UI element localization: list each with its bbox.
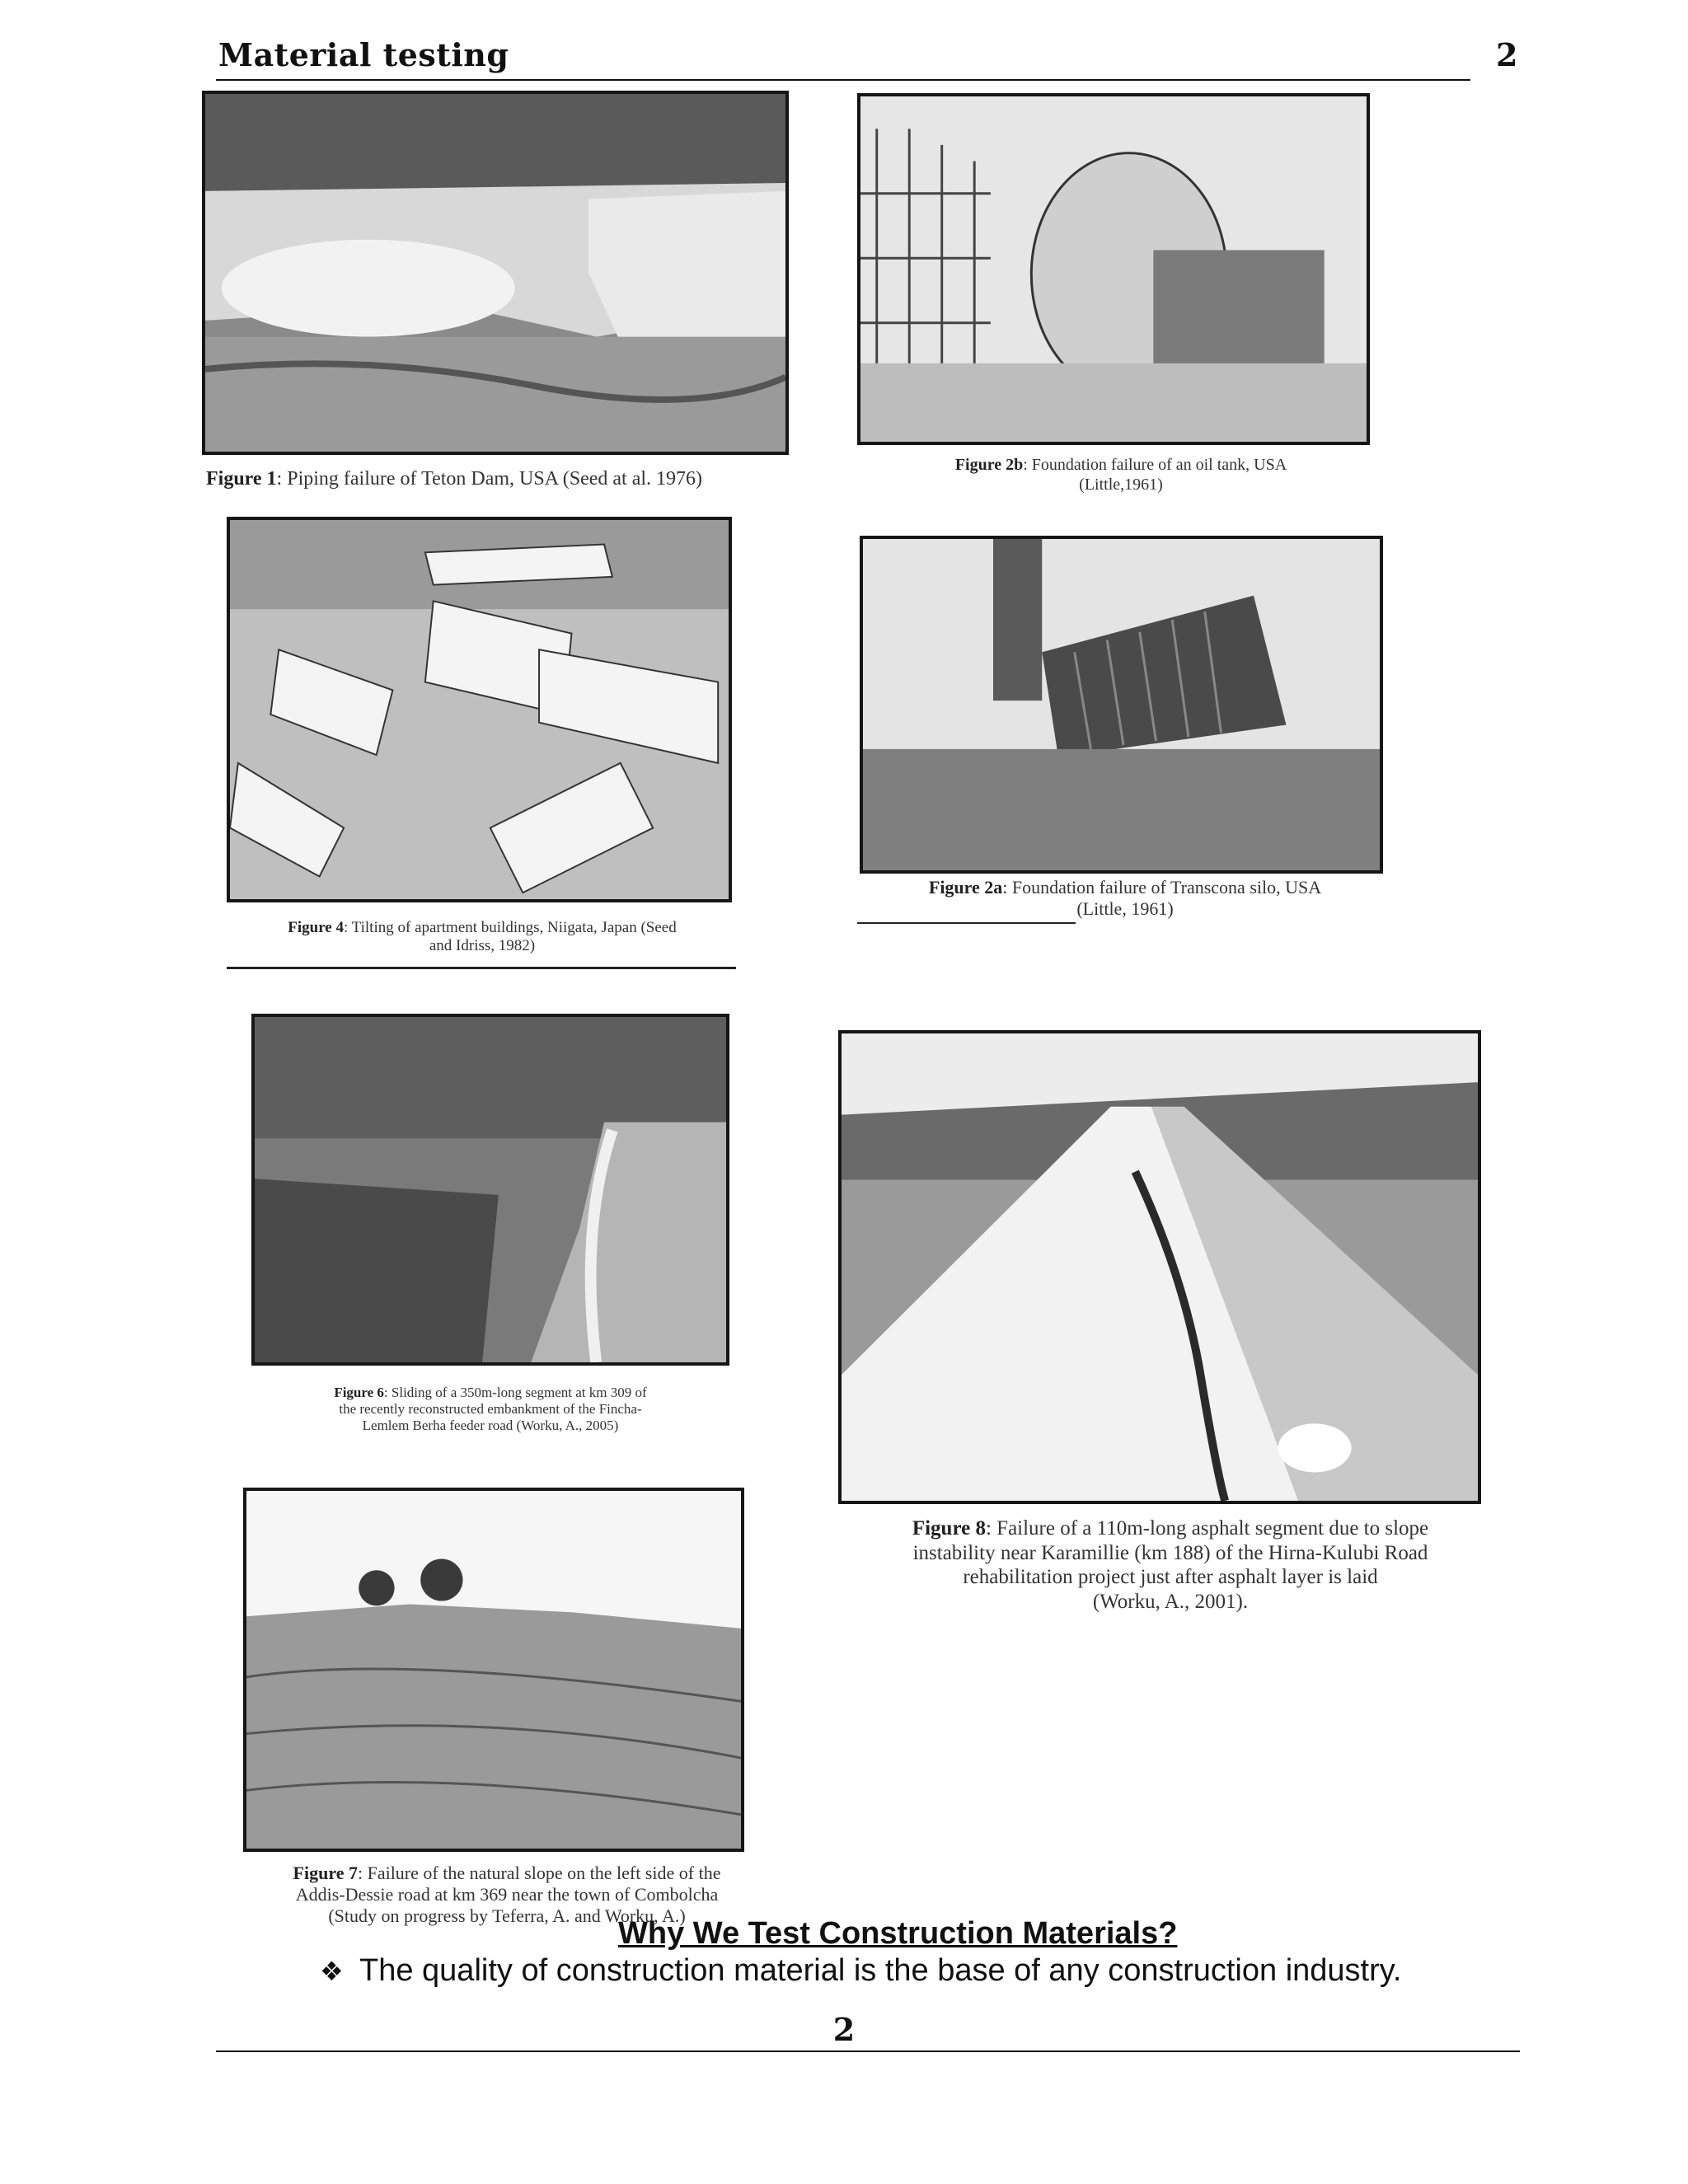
header-rule	[216, 79, 1470, 81]
figure-8-photo	[838, 1030, 1481, 1504]
figure-4-text: : Tilting of apartment buildings, Niigata, Japan (Seed	[344, 919, 677, 936]
figure-1-photo	[202, 91, 789, 455]
figure-2a-photo	[860, 536, 1383, 874]
bullet-text: The quality of construction material is the base of any construction industry.	[359, 1953, 1402, 1988]
figure-4-line2: and Idriss, 1982)	[429, 937, 536, 955]
figure-2b-line2: (Little,1961)	[1079, 475, 1163, 494]
figure-6-line3: Lemlem Berha feeder road (Worku, A., 2005)	[362, 1418, 619, 1434]
figure-6-label: Figure 6	[334, 1385, 384, 1400]
figure-2a-rule	[857, 922, 1076, 924]
figure-2b-label: Figure 2b	[954, 456, 1024, 474]
figure-2b-caption	[874, 456, 1368, 494]
figure-7-line3: (Study on progress by Teferra, A. and Worku, A.)	[328, 1905, 686, 1926]
figure-2b-photo	[857, 93, 1370, 445]
figure-1-label: Figure 1	[206, 468, 277, 490]
footer-page-number: 2	[832, 2011, 856, 2048]
figure-6-caption	[256, 1385, 725, 1434]
section-heading: Why We Test Construction Materials?	[618, 1916, 1178, 1951]
figure-2a-text: : Foundation failure of Transcona silo, USA	[1002, 877, 1322, 898]
header-title: Material testing	[218, 36, 509, 73]
figure-8-line2: instability near Karamillie (km 188) of the Hirna-Kulubi Road	[912, 1541, 1428, 1564]
header-page-number: 2	[1496, 36, 1518, 73]
figure-4-rule	[227, 967, 736, 969]
figure-2a-label: Figure 2a	[928, 877, 1003, 898]
figure-7-photo	[243, 1488, 744, 1852]
figure-4-caption	[223, 919, 742, 956]
figure-8-line4: (Worku, A., 2001).	[1092, 1590, 1249, 1613]
figure-8-line3: rehabilitation project just after asphalt layer is laid	[963, 1566, 1378, 1588]
figure-1-text: : Piping failure of Teton Dam, USA (Seed at al. 1976)	[276, 468, 703, 490]
figure-2a-caption	[865, 877, 1385, 920]
figure-8-caption	[849, 1516, 1492, 1614]
figure-6-line2: the recently reconstructed embankment of the Fincha-	[339, 1401, 642, 1418]
figure-8-label: Figure 8	[912, 1517, 986, 1540]
figure-4-label: Figure 4	[288, 919, 344, 936]
figure-7-line2: Addis-Dessie road at km 369 near the town of Combolcha	[295, 1883, 719, 1905]
figure-7-label: Figure 7	[293, 1863, 358, 1883]
bullet-diamond-icon: ❖	[320, 1957, 344, 1986]
figure-6-text: : Sliding of a 350m-long segment at km 309 of	[383, 1385, 647, 1400]
figure-8-text: : Failure of a 110m-long asphalt segment due to slope	[985, 1517, 1429, 1540]
bullet-item	[320, 1953, 1401, 1989]
figure-1-caption	[206, 467, 799, 490]
figure-7-text: : Failure of the natural slope on the left side of the	[357, 1863, 721, 1883]
figure-2a-line2: (Little, 1961)	[1076, 898, 1174, 919]
figure-6-photo	[251, 1014, 729, 1366]
figure-4-photo	[227, 517, 732, 902]
footer-rule	[216, 2050, 1520, 2052]
figure-2b-text: : Foundation failure of an oil tank, USA	[1023, 456, 1287, 474]
